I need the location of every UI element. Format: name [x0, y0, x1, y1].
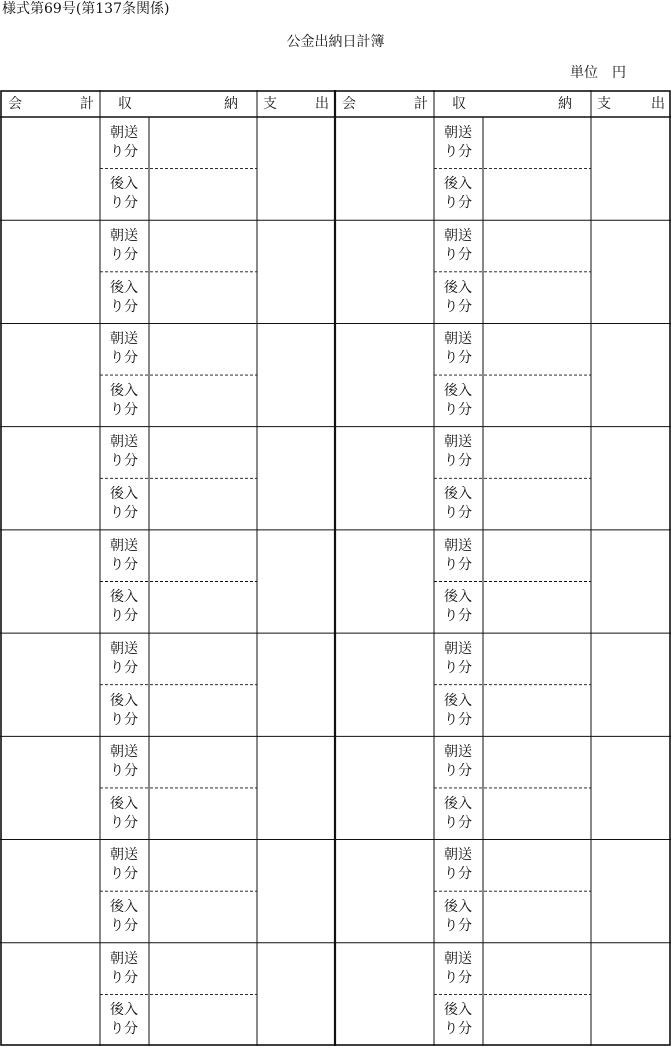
header-shishutsu-left [263, 94, 329, 114]
afternoon-receipt-label: 後入 り分 [110, 898, 138, 934]
morning-carry-label: 朝送 り分 [110, 331, 138, 367]
morning-carry-label: 朝送 り分 [110, 744, 138, 780]
afternoon-receipt-label: 後入 り分 [110, 382, 138, 418]
morning-carry-label: 朝送 り分 [110, 228, 138, 264]
header-shishutsu-char2: 出 [651, 96, 665, 112]
afternoon-receipt-label: 後入 り分 [110, 1002, 138, 1038]
header-kaikei-char1: 会 [342, 96, 356, 112]
afternoon-receipt-label: 後入 り分 [444, 279, 472, 315]
afternoon-receipt-label: 後入 り分 [444, 795, 472, 831]
morning-carry-label: 朝送 り分 [110, 124, 138, 160]
afternoon-receipt-label: 後入 り分 [110, 692, 138, 728]
morning-carry-label: 朝送 り分 [444, 847, 472, 883]
header-kaikei-left [8, 94, 94, 114]
afternoon-receipt-label: 後入 り分 [444, 898, 472, 934]
morning-carry-label: 朝送 り分 [110, 950, 138, 986]
ledger-table [0, 90, 671, 1046]
header-shishutsu-right [597, 94, 665, 114]
header-kaikei-char2: 計 [80, 96, 94, 112]
morning-carry-label: 朝送 り分 [444, 331, 472, 367]
morning-carry-label: 朝送 り分 [444, 744, 472, 780]
afternoon-receipt-label: 後入 り分 [444, 382, 472, 418]
afternoon-receipt-label: 後入 り分 [444, 1002, 472, 1038]
header-shuno-char2: 納 [558, 96, 572, 112]
afternoon-receipt-label: 後入 り分 [444, 176, 472, 212]
header-kaikei-right [342, 94, 428, 114]
ledger-grid [0, 90, 671, 1046]
header-kaikei-char2: 計 [414, 96, 428, 112]
morning-carry-label: 朝送 り分 [110, 640, 138, 676]
header-kaikei-char1: 会 [8, 96, 22, 112]
afternoon-receipt-label: 後入 り分 [444, 589, 472, 625]
header-shuno-left [118, 94, 238, 114]
morning-carry-label: 朝送 り分 [110, 434, 138, 470]
morning-carry-label: 朝送 り分 [444, 537, 472, 573]
header-shuno-char2: 納 [224, 96, 238, 112]
morning-carry-label: 朝送 り分 [444, 228, 472, 264]
afternoon-receipt-label: 後入 り分 [110, 176, 138, 212]
afternoon-receipt-label: 後入 り分 [110, 589, 138, 625]
header-shuno-char1: 収 [452, 96, 466, 112]
afternoon-receipt-label: 後入 り分 [110, 486, 138, 522]
page-title: 公金出納日計簿 [286, 34, 385, 50]
header-shishutsu-char2: 出 [315, 96, 329, 112]
morning-carry-label: 朝送 り分 [444, 950, 472, 986]
afternoon-receipt-label: 後入 り分 [110, 795, 138, 831]
morning-carry-label: 朝送 り分 [110, 847, 138, 883]
morning-carry-label: 朝送 り分 [444, 640, 472, 676]
morning-carry-label: 朝送 り分 [110, 537, 138, 573]
header-shuno-char1: 収 [118, 96, 132, 112]
afternoon-receipt-label: 後入 り分 [110, 279, 138, 315]
morning-carry-label: 朝送 り分 [444, 124, 472, 160]
afternoon-receipt-label: 後入 り分 [444, 486, 472, 522]
header-shishutsu-char1: 支 [597, 96, 611, 112]
unit-label: 単位 円 [570, 65, 626, 81]
form-number-label: 様式第69号(第137条関係) [2, 1, 170, 17]
header-shuno-right [452, 94, 572, 114]
header-shishutsu-char1: 支 [263, 96, 277, 112]
morning-carry-label: 朝送 り分 [444, 434, 472, 470]
afternoon-receipt-label: 後入 り分 [444, 692, 472, 728]
